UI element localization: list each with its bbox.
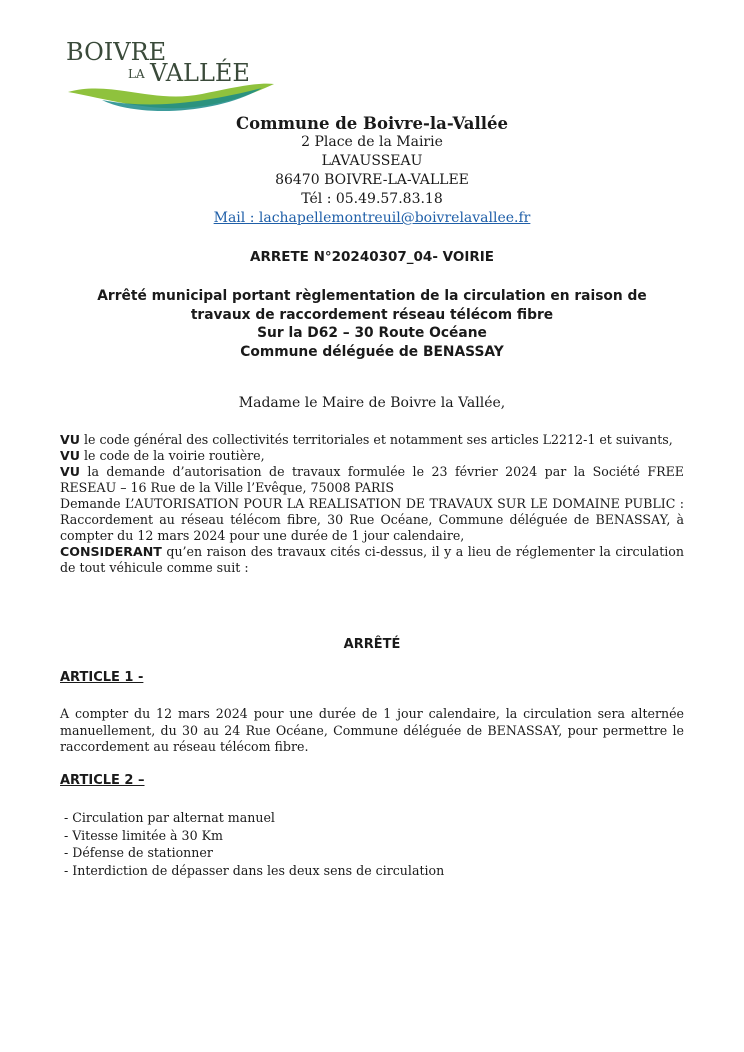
- considerant-label: CONSIDERANT: [60, 544, 162, 559]
- article-1-text: A compter du 12 mars 2024 pour une durée de 1 jour calendaire, la circulation sera alternée manuellement, du 30 au 24 Rue Océane, Commune déléguée de BENASSAY, pour permettre le raccordement au réseau télécom fibre.: [60, 706, 684, 754]
- address-line-1: 2 Place de la Mairie: [301, 134, 443, 150]
- mail-link[interactable]: Mail : lachapellemontreuil@boivrelavallee.fr: [213, 210, 531, 226]
- title-line-2: travaux de raccordement réseau télécom fibre: [190, 306, 554, 323]
- title-line-4: Commune déléguée de BENASSAY: [240, 343, 504, 360]
- visa-2-label: VU: [60, 448, 80, 463]
- logo-line1: BOIVRE: [66, 38, 167, 66]
- article-1-heading: ARTICLE 1 -: [60, 670, 144, 685]
- visa-1: [60, 432, 684, 448]
- visa-1-text: le code général des collectivités territoriales et notamment ses articles L2212-1 et suivants,: [79, 432, 673, 447]
- visa-2: [60, 448, 684, 464]
- visa-3-text: la demande d’autorisation de travaux formulée le 23 février 2024 par la Société FREE RESEAU – 16 Rue de la Ville l’Evêque, 75008 PARIS: [60, 464, 684, 495]
- article-2-list: [64, 809, 444, 879]
- list-item: - Interdiction de dépasser dans les deux sens de circulation: [64, 862, 445, 878]
- arrete-title: [60, 287, 684, 361]
- list-item: - Défense de stationner: [64, 845, 213, 860]
- article-2-heading: ARTICLE 2 –: [60, 773, 145, 788]
- visas-block: [60, 432, 684, 576]
- title-line-3: Sur la D62 – 30 Route Océane: [257, 325, 487, 341]
- visa-3-label: VU: [60, 464, 80, 479]
- address-line-3: 86470 BOIVRE-LA-VALLEE: [275, 172, 469, 188]
- arrete-heading: ARRÊTÉ: [343, 637, 401, 652]
- considerant: [60, 544, 684, 576]
- logo-line2b: VALLÉE: [150, 59, 250, 87]
- list-item: - Vitesse limitée à 30 Km: [64, 827, 223, 843]
- commune-name: Commune de Boivre-la-Vallée: [235, 114, 509, 133]
- phone-line: Tél : 05.49.57.83.18: [301, 191, 443, 207]
- logo-line2a: LA: [128, 67, 145, 81]
- commune-header: [0, 114, 744, 228]
- arrete-number: ARRETE N°20240307_04- VOIRIE: [250, 249, 494, 265]
- address-line-2: LAVAUSSEAU: [321, 153, 423, 169]
- visa-2-text: le code de la voirie routière,: [79, 448, 265, 463]
- visa-3: [60, 464, 684, 496]
- demande: Demande L’AUTORISATION POUR LA REALISATION DE TRAVAUX SUR LE DOMAINE PUBLIC : Raccordement au réseau télécom fibre, 30 Rue Océane, Commune déléguée de BENASSAY, à compter du 12 mars 2024 pour une durée de 1 jour calendaire,: [60, 496, 684, 543]
- commune-logo: [62, 34, 282, 116]
- considerant-text: qu’en raison des travaux cités ci-dessus, il y a lieu de réglementer la circulation de tout véhicule comme suit :: [60, 544, 684, 575]
- visa-1-label: VU: [60, 432, 80, 447]
- title-line-1: Arrêté municipal portant règlementation de la circulation en raison de: [97, 288, 647, 304]
- list-item: - Circulation par alternat manuel: [64, 810, 275, 825]
- salutation: Madame le Maire de Boivre la Vallée,: [238, 395, 506, 411]
